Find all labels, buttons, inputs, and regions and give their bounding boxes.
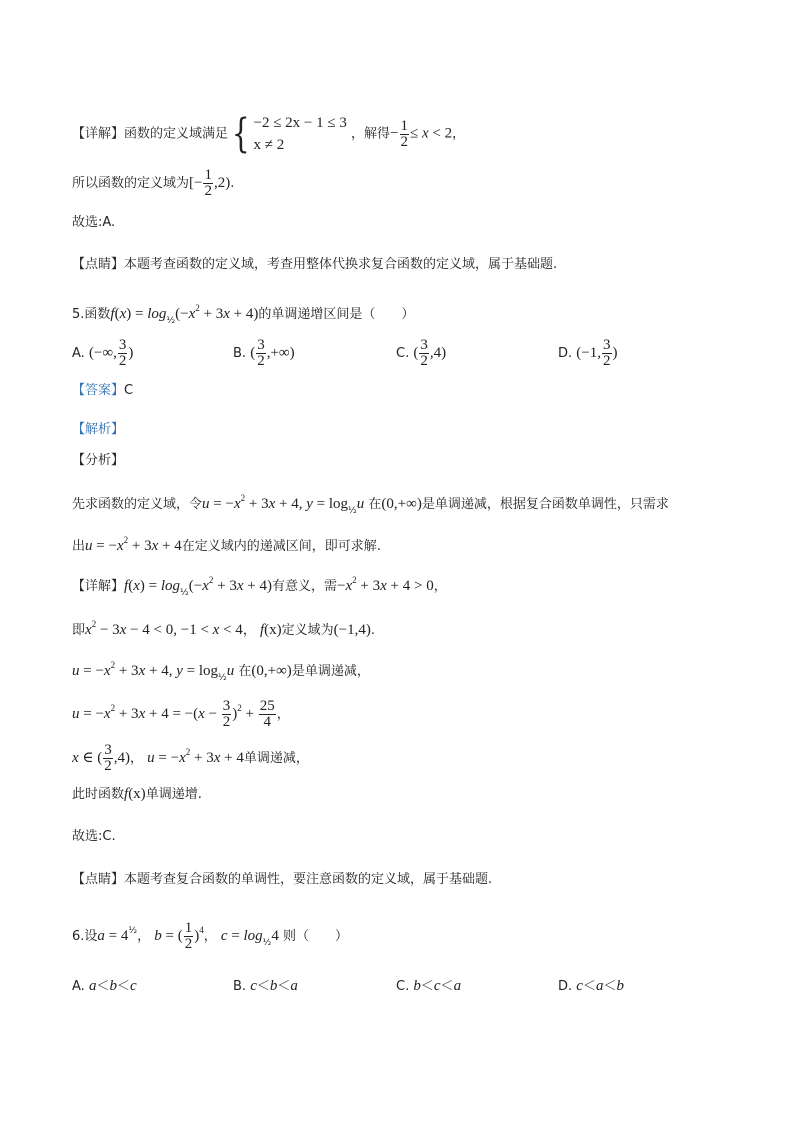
q5-option-c[interactable]: C. ( $\frac{3}{2}$ ,4) — [396, 337, 447, 369]
inequality-system: −2 ≤ 2x − 1 ≤ 3 x ≠ 2 — [253, 115, 347, 153]
q5-fenxi-tag: 【分析】 — [72, 453, 125, 468]
q4-answer-choice: 故选:A. — [72, 215, 116, 230]
q6-option-b[interactable]: B. c＜b＜a — [233, 978, 298, 994]
q5-detail-line1: 【详解】$f(x) = \log_{\frac{1}{2}}(-x^2 + 3x + 4)$有意义，需$-x^2 + 3x + 4 > 0$， — [72, 575, 447, 598]
q5-detail-line2: 即$x^2 - 3x - 4 < 0$, −1 < x < 4， f(x)定义域为(−1,4). — [72, 619, 375, 638]
q6-question: 6.设$a = 4^{\frac{1}{2}}$， b = ( $\frac{1}{2}$ )$^4$， $c = \log_{\frac{1}{2}}4$ 则（ ） — [72, 920, 349, 952]
q5-answer-choice: 故选:C. — [72, 829, 116, 844]
detail-tag: 【详解】 — [72, 126, 125, 142]
q5-question: 5.函数$f(x) = \log_{\frac{1}{2}}(-x^2 + 3x + 4)$的单调递增区间是（ ） — [72, 303, 415, 326]
q6-option-d[interactable]: D. c＜a＜b — [558, 978, 624, 994]
q6-option-a[interactable]: A. a＜b＜c — [72, 978, 137, 994]
q5-fenxi-line2: 出$u = -x^2 + 3x + 4$在定义域内的递减区间，即可求解. — [72, 535, 381, 554]
q5-detail-line5: x ∈ ( $\frac{3}{2}$ ,4)， $u = -x^2 + 3x + 4$单调递减， — [72, 742, 309, 774]
q4-detail-line: 【详解】函数的定义域满足{ −2 ≤ 2x − 1 ≤ 3 x ≠ 2 ，解得− $\frac{1}{2}$ ≤ x < 2， — [72, 111, 466, 157]
q5-detail-line3: $u = -x^2 + 3x + 4$, $y = \log_{\frac{1}{2}}u$ 在(0,+∞)是单调递减， — [72, 660, 370, 683]
q5-option-b[interactable]: B. ( $\frac{3}{2}$ ,+∞) — [233, 337, 295, 369]
q5-detail-line6: 此时函数f(x)单调递增. — [72, 786, 202, 802]
q5-comment: 【点睛】本题考查复合函数的单调性，要注意函数的定义域，属于基础题. — [72, 872, 493, 887]
q5-answer: 【答案】C — [72, 383, 134, 398]
q6-option-c[interactable]: C. b＜c＜a — [396, 978, 462, 994]
q5-analysis-tag: 【解析】 — [72, 422, 125, 437]
q5-option-d[interactable]: D. (−1, $\frac{3}{2}$ ) — [558, 337, 618, 369]
q5-option-a[interactable]: A. (−∞, $\frac{3}{2}$ ) — [72, 337, 134, 369]
q4-conclusion: 所以函数的定义域为[− $\frac{1}{2}$ ,2). — [72, 167, 235, 199]
q5-detail-line4: $u = -x^2 + 3x + 4 = -(x$ − $\frac{3}{2}$ )$^2$ + $\frac{25}{4}$ ， — [72, 698, 290, 730]
q4-comment: 【点睛】本题考查函数的定义域，考查用整体代换求复合函数的定义域，属于基础题. — [72, 257, 558, 272]
q5-fenxi-line1: 先求函数的定义域，令$u = -x^2 + 3x + 4$, $y = \log_{\frac{1}{2}}u$ 在(0,+∞)是单调递减，根据复合函数单调性，只需求 — [72, 493, 669, 516]
brace-icon: { — [231, 111, 250, 157]
